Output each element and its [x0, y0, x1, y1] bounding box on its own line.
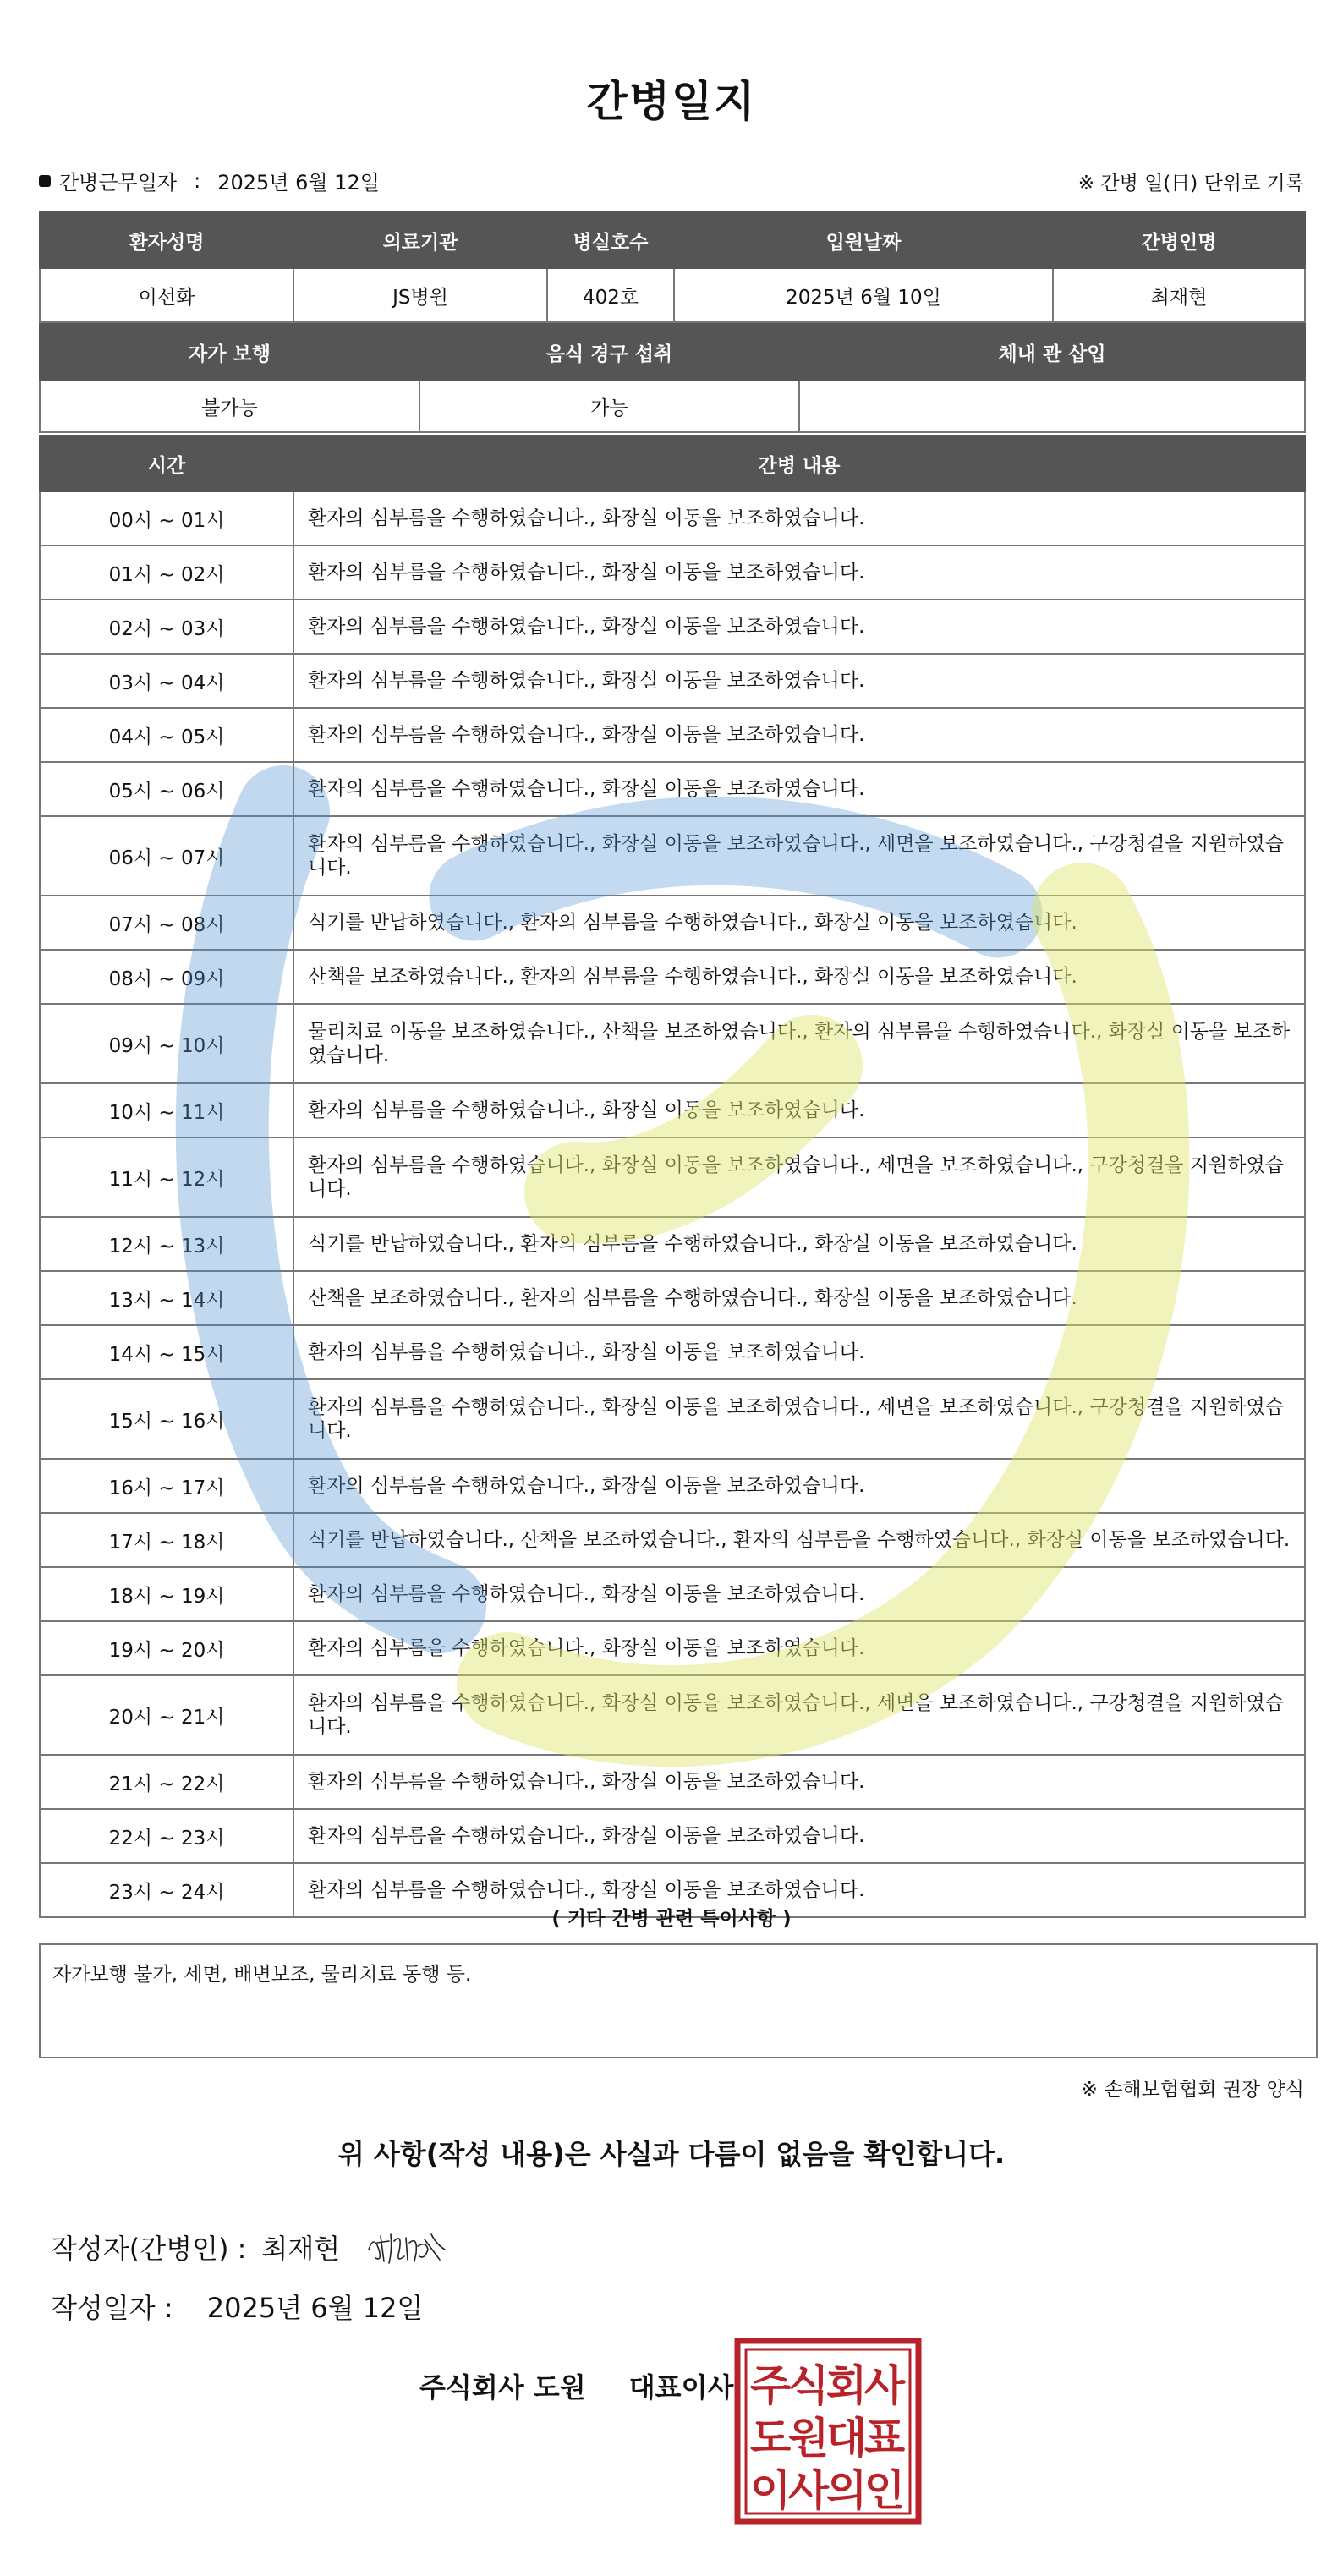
seal-character: 사 [787, 2466, 830, 2515]
care-log-time: 16시 ~ 17시 [40, 1459, 293, 1513]
ceo-label: 대표이사 [628, 2371, 734, 2403]
care-log-content: 환자의 심부름을 수행하였습니다., 화장실 이동을 보조하였습니다. [293, 1083, 1305, 1137]
care-log-time: 07시 ~ 08시 [40, 896, 293, 950]
care-log-row [40, 1217, 1305, 1271]
care-log-row [40, 1271, 1305, 1325]
care-log-content: 환자의 심부름을 수행하였습니다., 화장실 이동을 보조하였습니다. [293, 654, 1305, 708]
care-log-content: 환자의 심부름을 수행하였습니다., 화장실 이동을 보조하였습니다. [293, 1567, 1305, 1621]
care-log-table [39, 435, 1306, 1918]
written-date-line [51, 2287, 423, 2326]
seal-character: 이 [749, 2466, 792, 2515]
written-date-label: 작성일자 : [51, 2292, 173, 2324]
care-log-content: 환자의 심부름을 수행하였습니다., 화장실 이동을 보조하였습니다., 세면을 보조하였습니다., 구강청결을 지원하였습니다. [293, 816, 1305, 896]
care-log-row [40, 1083, 1305, 1137]
unit-note: ※ 간병 일(日) 단위로 기록 [1077, 173, 1304, 195]
confirmation-statement: 위 사항(작성 내용)은 사실과 다름이 없음을 확인합니다. [337, 2138, 1006, 2170]
patient-info-table [39, 211, 1306, 323]
patient-status-table [39, 323, 1306, 433]
care-log-time: 22시 ~ 23시 [40, 1809, 293, 1863]
work-date [39, 166, 380, 195]
status-header-row [40, 324, 1305, 380]
care-log-content: 환자의 심부름을 수행하였습니다., 화장실 이동을 보조하였습니다. [293, 1325, 1305, 1379]
special-notes-text: 자가보행 불가, 세면, 배변보조, 물리치료 동행 등. [52, 1964, 472, 1986]
writer-label: 작성자(간병인) : [51, 2233, 247, 2265]
special-notes-box [39, 1943, 1318, 2058]
care-log-time: 21시 ~ 22시 [40, 1755, 293, 1809]
square-bullet-icon [39, 175, 51, 187]
care-log-row [40, 762, 1305, 816]
care-log-row [40, 600, 1305, 654]
care-log-content: 환자의 심부름을 수행하였습니다., 화장실 이동을 보조하였습니다. [293, 491, 1305, 545]
care-log-row [40, 1137, 1305, 1217]
hospital-name: JS병원 [293, 268, 547, 322]
care-log-content: 환자의 심부름을 수행하였습니다., 화장실 이동을 보조하였습니다. [293, 1621, 1305, 1675]
caregiver-name: 최재현 [1053, 268, 1305, 322]
writer-name: 최재현 [261, 2233, 341, 2265]
recommend-note: ※ 손해보험협회 권장 양식 [1081, 2079, 1304, 2101]
care-log-content: 산책을 보조하였습니다., 환자의 심부름을 수행하였습니다., 화장실 이동을 보조하였습니다. [293, 950, 1305, 1004]
care-log-time: 00시 ~ 01시 [40, 491, 293, 545]
care-log-row [40, 1809, 1305, 1863]
header-hospital: 의료기관 [293, 212, 547, 268]
care-log-row [40, 1459, 1305, 1513]
care-log-time: 20시 ~ 21시 [40, 1675, 293, 1755]
header-room: 병실호수 [547, 212, 674, 268]
room-number: 402호 [547, 268, 674, 322]
patient-info-value-row [40, 268, 1305, 322]
care-log-content: 환자의 심부름을 수행하였습니다., 화장실 이동을 보조하였습니다. [293, 1863, 1305, 1917]
care-log-content: 환자의 심부름을 수행하였습니다., 화장실 이동을 보조하였습니다., 세면을 보조하였습니다., 구강청결을 지원하였습니다. [293, 1137, 1305, 1217]
care-log-content: 물리치료 이동을 보조하였습니다., 산책을 보조하였습니다., 환자의 심부름을 수행하였습니다., 화장실 이동을 보조하였습니다. [293, 1004, 1305, 1083]
written-date: 2025년 6월 12일 [206, 2292, 424, 2324]
care-log-time: 12시 ~ 13시 [40, 1217, 293, 1271]
care-log-time: 08시 ~ 09시 [40, 950, 293, 1004]
seal-character: 대 [825, 2414, 868, 2463]
work-date-separator: : [194, 168, 201, 193]
care-log-row [40, 654, 1305, 708]
care-log-content: 식기를 반납하였습니다., 환자의 심부름을 수행하였습니다., 화장실 이동을 보조하였습니다. [293, 896, 1305, 950]
header-time: 시간 [40, 436, 293, 491]
header-patient-name: 환자성명 [40, 212, 293, 268]
care-log-content: 환자의 심부름을 수행하였습니다., 화장실 이동을 보조하였습니다. [293, 708, 1305, 762]
header-caregiver-name: 간병인명 [1053, 212, 1305, 268]
status-value-row [40, 380, 1305, 432]
seal-character: 도 [749, 2414, 792, 2463]
care-log-row [40, 1513, 1305, 1567]
patient-info-header-row [40, 212, 1305, 268]
care-log-time: 04시 ~ 05시 [40, 708, 293, 762]
company-seal-stamp [732, 2336, 924, 2527]
seal-character: 회 [825, 2361, 868, 2410]
care-log-content: 식기를 반납하였습니다., 환자의 심부름을 수행하였습니다., 화장실 이동을 보조하였습니다. [293, 1217, 1305, 1271]
care-log-row [40, 950, 1305, 1004]
care-log-time: 02시 ~ 03시 [40, 600, 293, 654]
care-log-time: 15시 ~ 16시 [40, 1379, 293, 1459]
care-log-time: 05시 ~ 06시 [40, 762, 293, 816]
care-log-row [40, 896, 1305, 950]
care-log-row [40, 1621, 1305, 1675]
care-log-time: 06시 ~ 07시 [40, 816, 293, 896]
care-log-time: 03시 ~ 04시 [40, 654, 293, 708]
seal-character: 원 [787, 2414, 830, 2463]
seal-character: 의 [825, 2466, 868, 2515]
care-log-content: 환자의 심부름을 수행하였습니다., 화장실 이동을 보조하였습니다. [293, 1755, 1305, 1809]
signature-image [365, 2224, 450, 2270]
care-log-content: 환자의 심부름을 수행하였습니다., 화장실 이동을 보조하였습니다. [293, 762, 1305, 816]
care-log-content: 산책을 보조하였습니다., 환자의 심부름을 수행하였습니다., 화장실 이동을 보조하였습니다. [293, 1271, 1305, 1325]
company-name: 주식회사 도원 [419, 2371, 586, 2403]
care-log-row [40, 1567, 1305, 1621]
care-log-row [40, 491, 1305, 545]
seal-character: 인 [863, 2466, 906, 2515]
care-log-row [40, 1675, 1305, 1755]
care-log-row [40, 1755, 1305, 1809]
care-log-time: 09시 ~ 10시 [40, 1004, 293, 1083]
care-log-time: 11시 ~ 12시 [40, 1137, 293, 1217]
care-log-body [40, 491, 1305, 1917]
page-title: 간병일지 [586, 77, 757, 126]
writer-line [51, 2224, 450, 2270]
care-log-time: 19시 ~ 20시 [40, 1621, 293, 1675]
care-log-row [40, 1379, 1305, 1459]
work-date-label: 간병근무일자 [59, 171, 178, 195]
care-log-content: 식기를 반납하였습니다., 산책을 보조하였습니다., 환자의 심부름을 수행하였습니다., 화장실 이동을 보조하였습니다. [293, 1513, 1305, 1567]
care-log-content: 환자의 심부름을 수행하였습니다., 화장실 이동을 보조하였습니다. [293, 1809, 1305, 1863]
care-log-row [40, 545, 1305, 600]
care-log-row [40, 1004, 1305, 1083]
header-tube-insertion: 체내 관 삽입 [799, 324, 1305, 380]
care-log-content: 환자의 심부름을 수행하였습니다., 화장실 이동을 보조하였습니다., 세면을 보조하였습니다., 구강청결을 지원하였습니다. [293, 1379, 1305, 1459]
care-log-content: 환자의 심부름을 수행하였습니다., 화장실 이동을 보조하였습니다. [293, 1459, 1305, 1513]
tube-insertion-value [799, 380, 1305, 432]
care-log-header-row [40, 436, 1305, 491]
care-log-row [40, 816, 1305, 896]
work-date-value: 2025년 6월 12일 [217, 171, 380, 195]
care-log-time: 18시 ~ 19시 [40, 1567, 293, 1621]
header-care-content: 간병 내용 [293, 436, 1305, 491]
seal-character: 주 [749, 2361, 792, 2410]
patient-name: 이선화 [40, 268, 293, 322]
care-log-time: 13시 ~ 14시 [40, 1271, 293, 1325]
header-admission-date: 입원날짜 [674, 212, 1053, 268]
care-log-row [40, 708, 1305, 762]
oral-intake-value: 가능 [419, 380, 799, 432]
care-log-content: 환자의 심부름을 수행하였습니다., 화장실 이동을 보조하였습니다. [293, 545, 1305, 600]
admission-date: 2025년 6월 10일 [674, 268, 1053, 322]
care-log-time: 10시 ~ 11시 [40, 1083, 293, 1137]
care-log-content: 환자의 심부름을 수행하였습니다., 화장실 이동을 보조하였습니다. [293, 600, 1305, 654]
care-log-content: 환자의 심부름을 수행하였습니다., 화장실 이동을 보조하였습니다., 세면을 보조하였습니다., 구강청결을 지원하였습니다. [293, 1675, 1305, 1755]
special-notes-label: ( 기타 간병 관련 특이사항 ) [551, 1908, 792, 1930]
company-line [419, 2366, 733, 2405]
care-log-time: 01시 ~ 02시 [40, 545, 293, 600]
care-log-time: 14시 ~ 15시 [40, 1325, 293, 1379]
seal-character: 표 [863, 2414, 906, 2463]
care-log-time: 23시 ~ 24시 [40, 1863, 293, 1917]
care-log-time: 17시 ~ 18시 [40, 1513, 293, 1567]
header-oral-intake: 음식 경구 섭취 [419, 324, 799, 380]
seal-character: 식 [787, 2361, 830, 2410]
header-self-walking: 자가 보행 [40, 324, 419, 380]
seal-character: 사 [863, 2361, 906, 2410]
self-walking-value: 불가능 [40, 380, 419, 432]
care-log-row [40, 1325, 1305, 1379]
